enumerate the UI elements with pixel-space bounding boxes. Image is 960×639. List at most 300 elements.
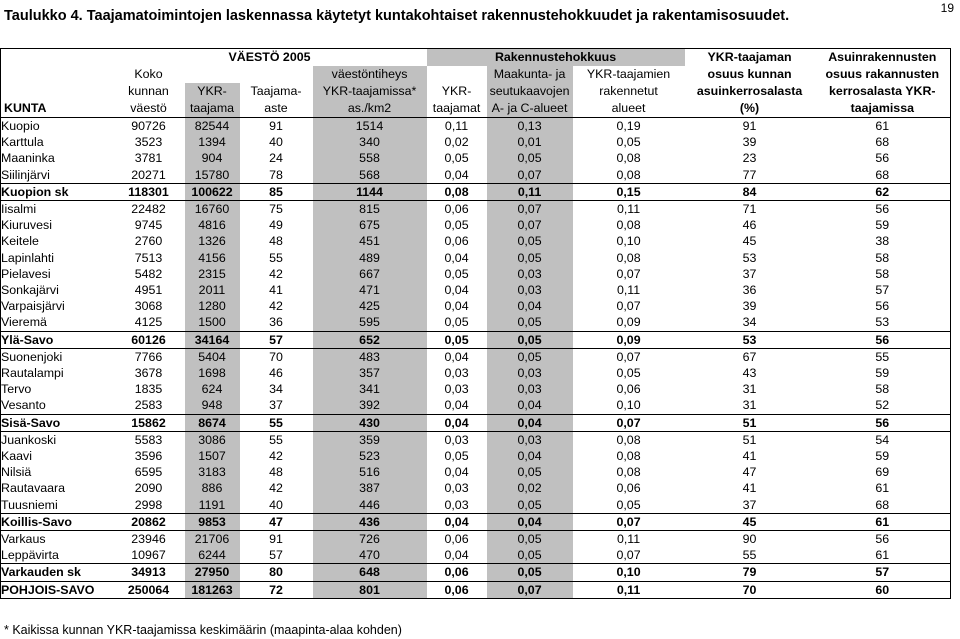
cell-kunta: Karttula [1,135,44,150]
cell-col8: 70 [685,581,815,598]
cell-col5: 0,04 [444,167,469,182]
cell-col4: 341 [313,381,427,397]
cell-col3: 55 [269,432,283,447]
table-row [1,201,951,218]
cell-col3: 47 [240,513,313,530]
cell-col6: 0,05 [487,464,573,480]
cell-col1: 20271 [131,167,166,182]
cell-col2: 34164 [185,331,240,348]
cell-col7: 0,08 [616,167,641,182]
cell-col4: 595 [313,314,427,331]
footnote: * Kaikissa kunnan YKR-taajamissa keskimäärin (maapinta-alaa kohden) [4,623,402,637]
cell-col4: 516 [313,464,427,480]
cell-col4: 568 [313,167,427,184]
cell-col1: 22482 [131,202,166,217]
cell-col6: 0,05 [487,314,573,331]
cell-kunta: Keitele [1,234,39,249]
cell-kunta: Lapinlahti [1,250,55,265]
cell-col2: 2011 [185,282,240,298]
cell-col7: 0,05 [616,366,641,381]
header-col9-l4: taajamissa [815,100,951,118]
subtotal-row [1,513,951,530]
cell-col4: 451 [313,233,427,249]
table-row [1,298,951,314]
cell-col6: 0,04 [487,397,573,414]
cell-col7: 0,11 [616,532,641,547]
cell-col2: 1507 [185,448,240,464]
cell-kunta: Suonenjoki [1,349,63,364]
table-row [1,217,951,233]
cell-col4: 558 [313,150,427,166]
cell-col3: 70 [269,349,283,364]
cell-col5: 0,04 [444,548,469,563]
cell-col6: 0,05 [487,531,573,548]
cell-col5: 0,08 [427,183,487,200]
cell-col8: 84 [685,183,815,200]
cell-col6: 0,05 [487,564,573,581]
cell-col8: 71 [742,202,757,217]
cell-col1: 3523 [134,135,163,150]
cell-col5: 0,04 [444,349,469,364]
table-row [1,531,951,548]
data-table [0,48,951,599]
cell-col5: 0,04 [444,299,469,314]
cell-col2: 3086 [185,431,240,448]
cell-col8: 36 [742,283,757,298]
cell-col9: 59 [875,366,890,381]
cell-col8: 31 [742,398,757,413]
cell-col4: 436 [313,513,427,530]
cell-col2: 8674 [185,414,240,431]
cell-kunta: Koillis-Savo [1,513,113,530]
cell-col3: 49 [269,218,283,233]
cell-col1: 3781 [134,151,163,166]
cell-col6: 0,07 [487,581,573,598]
cell-col8: 67 [742,349,757,364]
cell-kunta: Kiuruvesi [1,218,52,233]
cell-col5: 0,05 [444,218,469,233]
cell-col2: 15780 [185,167,240,184]
cell-col5: 0,05 [444,449,469,464]
cell-col1: 118301 [113,183,185,200]
table-row [1,233,951,249]
cell-col2: 1191 [185,497,240,514]
cell-col4: 340 [313,134,427,150]
cell-col9: 69 [875,465,890,480]
cell-col2: 886 [185,480,240,496]
cell-kunta: Juankoski [1,432,57,447]
cell-col1: 5482 [134,266,163,281]
header-col2-l2: taajama [185,100,240,118]
subtotal-row [1,564,951,581]
cell-col8: 41 [742,449,757,464]
cell-col1: 10967 [131,548,166,563]
cell-col9: 38 [875,234,890,249]
cell-col6: 0,03 [487,365,573,381]
header-col4-l2: YKR-taajamissa* [313,83,427,100]
cell-col7: 0,08 [616,465,641,480]
cell-col3: 36 [269,315,283,330]
cell-col7: 0,05 [616,497,641,512]
cell-kunta: Nilsiä [1,465,32,480]
cell-col2: 9853 [185,513,240,530]
cell-kunta: Rautavaara [1,481,66,496]
cell-col9: 58 [875,266,890,281]
cell-col8: 53 [685,331,815,348]
cell-kunta: Kuopio [1,119,40,133]
cell-col1: 9745 [134,218,163,233]
cell-col1: 2998 [134,497,163,512]
cell-col8: 37 [742,266,757,281]
cell-col4: 726 [313,531,427,548]
cell-col1: 90726 [131,119,166,133]
cell-col9: 61 [875,119,890,133]
cell-col7: 0,11 [616,283,641,298]
cell-kunta: Rautalampi [1,366,64,381]
cell-col7: 0,06 [616,382,641,397]
cell-col5: 0,05 [444,151,469,166]
cell-col4: 1514 [313,118,427,135]
cell-col1: 4125 [134,315,163,330]
cell-col7: 0,07 [616,548,641,563]
cell-col2: 100622 [185,183,240,200]
cell-col3: 41 [269,283,283,298]
cell-col8: 51 [742,432,757,447]
header-kunta: KUNTA [1,100,113,118]
cell-col5: 0,03 [444,481,469,496]
cell-col7: 0,08 [616,250,641,265]
cell-col3: 24 [269,151,283,166]
cell-col6: 0,04 [487,414,573,431]
cell-kunta: Varpaisjärvi [1,299,65,314]
cell-col2: 16760 [185,201,240,218]
cell-col2: 1500 [185,314,240,331]
cell-col3: 91 [269,532,283,547]
cell-col3: 42 [269,299,283,314]
cell-col9: 61 [875,548,890,563]
cell-col2: 4816 [185,217,240,233]
cell-col8: 37 [742,497,757,512]
cell-col7: 0,09 [616,315,641,330]
cell-col9: 55 [875,349,890,364]
cell-col2: 21706 [185,531,240,548]
cell-col5: 0,06 [444,202,469,217]
cell-col2: 904 [185,150,240,166]
cell-col4: 652 [313,331,427,348]
cell-col3: 57 [240,331,313,348]
cell-col4: 801 [313,581,427,598]
cell-col9: 68 [875,497,890,512]
cell-col5: 0,04 [444,250,469,265]
cell-kunta: Maaninka [1,151,55,166]
cell-col2: 1394 [185,134,240,150]
header-col7-l3: alueet [573,100,685,118]
cell-col5: 0,02 [444,135,469,150]
cell-col2: 82544 [185,118,240,135]
cell-col8: 91 [742,119,757,133]
cell-col9: 62 [815,183,951,200]
cell-col9: 56 [875,202,890,217]
cell-col2: 4156 [185,250,240,266]
cell-col9: 57 [815,564,951,581]
cell-col4: 392 [313,397,427,414]
cell-col1: 20862 [113,513,185,530]
cell-col5: 0,04 [444,398,469,413]
table-row [1,397,951,414]
cell-col1: 2760 [134,234,163,249]
cell-col7: 0,08 [616,449,641,464]
cell-col7: 0,05 [616,135,641,150]
cell-col1: 15862 [113,414,185,431]
table-row [1,365,951,381]
header-col6-l1: Maakunta- ja [487,66,573,83]
cell-col3: 42 [269,266,283,281]
cell-col7: 0,06 [616,481,641,496]
cell-col3: 40 [269,497,283,512]
cell-col4: 425 [313,298,427,314]
cell-col5: 0,04 [427,414,487,431]
cell-col4: 387 [313,480,427,496]
table-row [1,464,951,480]
cell-col9: 52 [875,398,890,413]
cell-col4: 430 [313,414,427,431]
cell-col5: 0,05 [427,331,487,348]
cell-col1: 2090 [134,481,163,496]
cell-col6: 0,05 [487,348,573,365]
cell-col3: 85 [240,183,313,200]
header-col8-l3: asuinkerrosalasta [696,84,803,98]
cell-col3: 78 [269,167,283,182]
header-col9-l1: Asuinrakennusten [828,50,937,64]
cell-col6: 0,03 [487,266,573,282]
header-col4-l1: väestöntiheys [313,66,427,83]
table-row [1,167,951,184]
cell-kunta: Siilinjärvi [1,167,50,182]
cell-kunta: Vesanto [1,398,46,413]
cell-col8: 90 [742,532,757,547]
cell-col7: 0,10 [616,234,641,249]
table-header [1,49,951,118]
cell-col6: 0,03 [487,381,573,397]
cell-kunta: Pielavesi [1,266,51,281]
cell-col2: 181263 [185,581,240,598]
cell-kunta: Tervo [1,382,32,397]
cell-col9: 68 [875,135,890,150]
table-row [1,480,951,496]
cell-col2: 6244 [185,547,240,564]
cell-col6: 0,07 [487,201,573,218]
cell-col5: 0,06 [427,581,487,598]
cell-col9: 56 [815,414,951,431]
cell-col7: 0,08 [616,151,641,166]
cell-col4: 489 [313,250,427,266]
table-row [1,381,951,397]
cell-col6: 0,07 [487,217,573,233]
cell-col2: 1698 [185,365,240,381]
cell-col9: 56 [875,532,890,547]
cell-col2: 3183 [185,464,240,480]
cell-col9: 53 [875,315,890,330]
cell-col3: 57 [269,548,283,563]
cell-col8: 53 [742,250,757,265]
cell-col5: 0,05 [444,315,469,330]
cell-col6: 0,04 [487,513,573,530]
header-col9-l2: osuus rakannusten [825,67,940,81]
cell-col3: 75 [269,202,283,217]
table-body [1,118,951,599]
cell-col2: 1280 [185,298,240,314]
cell-col9: 68 [875,167,890,182]
cell-col7: 0,08 [616,218,641,233]
cell-col4: 648 [313,564,427,581]
cell-col9: 61 [815,513,951,530]
cell-col9: 57 [875,283,890,298]
cell-col8: 39 [742,135,757,150]
cell-kunta: Iisalmi [1,202,37,217]
cell-col2: 27950 [185,564,240,581]
cell-col3: 91 [269,119,283,133]
cell-col5: 0,03 [444,366,469,381]
cell-col7: 0,11 [573,581,685,598]
cell-col5: 0,06 [444,234,469,249]
header-col7-l1: YKR-taajamien [586,67,671,81]
cell-col3: 42 [269,449,283,464]
header-col6-l3: A- ja C-alueet [487,100,573,118]
header-col1-l3: väestö [113,100,185,118]
header-col5-l2: taajamat [427,100,487,118]
cell-kunta: Varkauden sk [1,564,113,581]
cell-col9: 59 [875,218,890,233]
cell-col4: 815 [313,201,427,218]
cell-col1: 3678 [134,366,163,381]
table-row [1,448,951,464]
table-row [1,282,951,298]
cell-col3: 48 [269,234,283,249]
cell-kunta: POHJOIS-SAVO [1,581,113,598]
cell-col3: 48 [269,465,283,480]
cell-col2: 948 [185,397,240,414]
cell-col6: 0,05 [487,547,573,564]
cell-col5: 0,05 [444,266,469,281]
cell-col6: 0,03 [487,282,573,298]
cell-col8: 39 [742,299,757,314]
cell-col1: 5583 [134,432,163,447]
cell-col4: 359 [313,431,427,448]
table-row [1,118,951,135]
header-col5-l1: YKR- [441,84,472,98]
cell-col4: 483 [313,348,427,365]
cell-col1: 250064 [113,581,185,598]
table-row [1,314,951,331]
cell-col7: 0,10 [616,398,641,413]
cell-col3: 46 [269,366,283,381]
cell-col7: 0,07 [573,414,685,431]
cell-col3: 40 [269,135,283,150]
cell-col2: 1326 [185,233,240,249]
cell-col4: 523 [313,448,427,464]
table-row [1,497,951,514]
cell-col8: 34 [742,315,757,330]
header-col3-l1: Taajama- [250,84,302,98]
cell-col8: 46 [742,218,757,233]
cell-col7: 0,15 [573,183,685,200]
cell-kunta: Kuopion sk [1,183,113,200]
cell-col6: 0,03 [487,431,573,448]
cell-col7: 0,09 [573,331,685,348]
cell-col8: 43 [742,366,757,381]
cell-col7: 0,07 [573,513,685,530]
header-col1-l1: Koko [134,67,163,81]
cell-col1: 23946 [131,532,166,547]
cell-col2: 624 [185,381,240,397]
cell-kunta: Varkaus [1,532,46,547]
cell-col8: 23 [742,151,757,166]
cell-col1: 3596 [134,449,163,464]
cell-col9: 56 [875,299,890,314]
header-col1-l2: kunnan [128,84,169,98]
cell-col4: 357 [313,365,427,381]
cell-col8: 77 [742,167,757,182]
header-col7-l2: rakennetut [599,84,658,98]
cell-col3: 80 [240,564,313,581]
cell-col4: 470 [313,547,427,564]
cell-col3: 55 [269,250,283,265]
cell-kunta: Kaavi [1,449,32,464]
cell-col4: 1144 [313,183,427,200]
cell-col8: 47 [742,465,757,480]
header-col8-l2: osuus kunnan [707,67,792,81]
cell-col3: 72 [240,581,313,598]
header-col3-l2: aste [240,100,313,118]
cell-col5: 0,04 [444,465,469,480]
cell-col8: 45 [685,513,815,530]
cell-col6: 0,05 [487,233,573,249]
cell-kunta: Sonkajärvi [1,283,59,298]
cell-col5: 0,04 [444,283,469,298]
subtotal-row [1,414,951,431]
page-number: 19 [940,1,954,15]
cell-col3: 37 [269,398,283,413]
cell-col7: 0,08 [616,432,641,447]
cell-col7: 0,11 [616,202,641,217]
cell-col9: 56 [815,331,951,348]
table-row [1,348,951,365]
cell-kunta: Ylä-Savo [1,331,113,348]
cell-col7: 0,07 [616,266,641,281]
cell-col8: 79 [685,564,815,581]
cell-col9: 58 [875,250,890,265]
cell-col5: 0,03 [444,497,469,512]
cell-col6: 0,04 [487,448,573,464]
cell-col6: 0,05 [487,250,573,266]
cell-col1: 60126 [113,331,185,348]
cell-col5: 0,06 [444,532,469,547]
cell-col5: 0,06 [427,564,487,581]
header-col4-l3: as./km2 [313,100,427,118]
subtotal-row [1,183,951,200]
table-caption: Taulukko 4. Taajamatoimintojen laskennassa käytetyt kuntakohtaiset rakennustehokkuudet ja rakentamisosuudet. [4,8,790,24]
cell-kunta: Tuusniemi [1,497,58,512]
header-col8-l1: YKR-taajaman [707,50,792,64]
cell-col2: 5404 [185,348,240,365]
cell-col7: 0,07 [616,349,641,364]
cell-col6: 0,02 [487,480,573,496]
table-row [1,134,951,150]
header-col6-l2: seutukaavojen [487,83,573,100]
subtotal-row [1,581,951,598]
cell-col1: 7513 [134,250,163,265]
cell-col5: 0,03 [444,382,469,397]
